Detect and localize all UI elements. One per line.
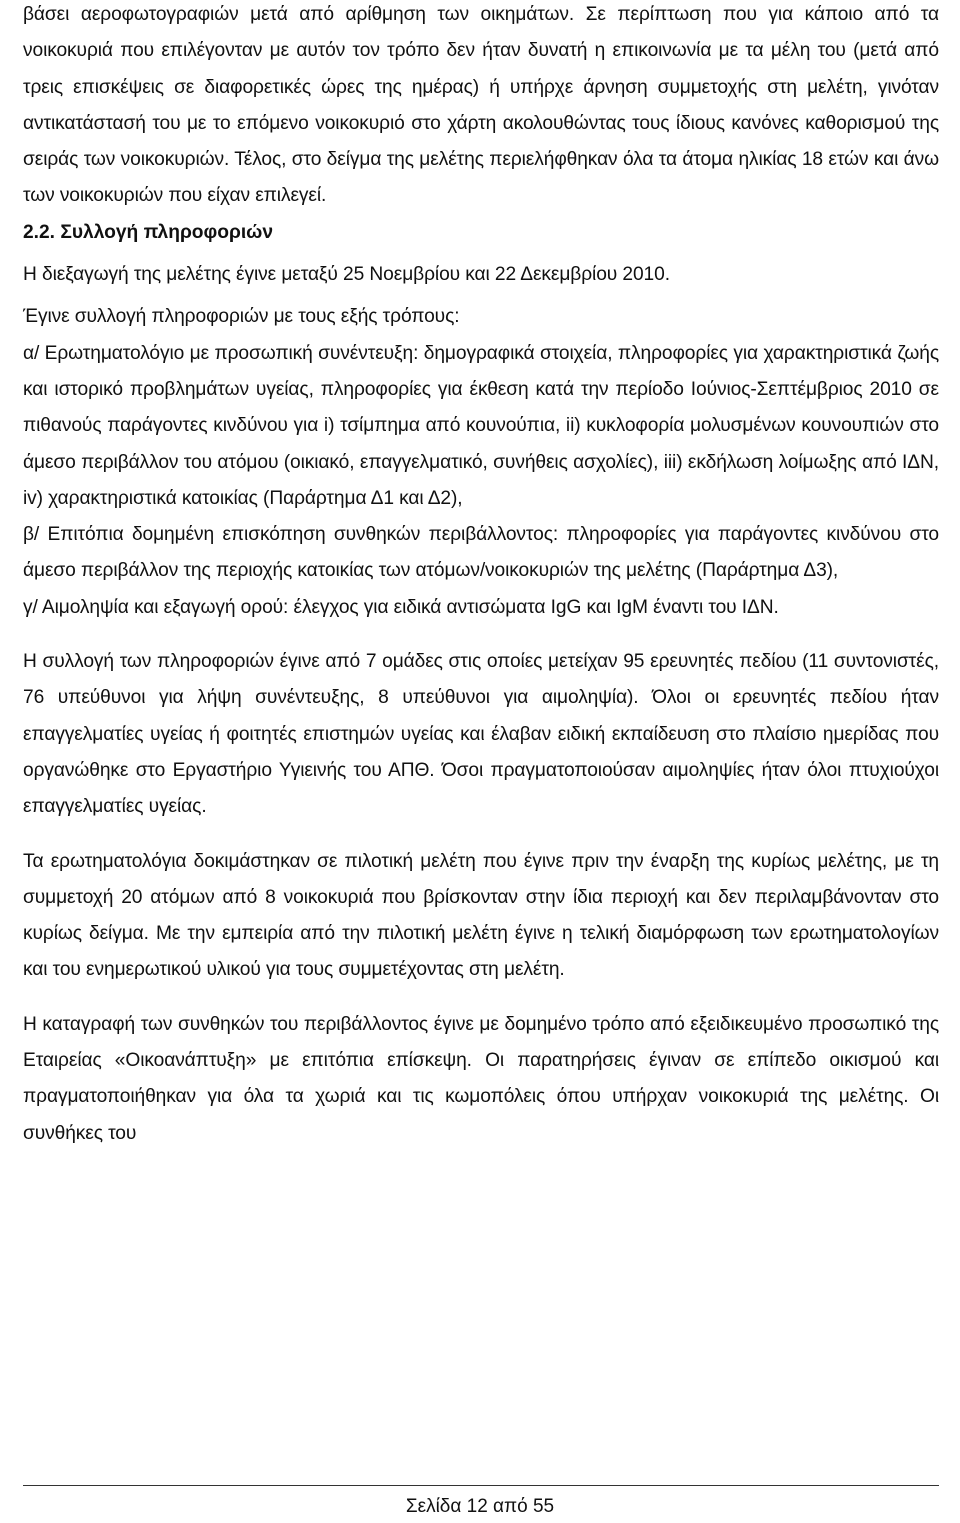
paragraph-field-teams: Η συλλογή των πληροφοριών έγινε από 7 ομάδες στις οποίες μετείχαν 95 ερευνητές πεδίου (11 συντονιστές, 76 υπεύθυνοι για λήψη συνέντευξης, 8 υπεύθυνοι για αιμοληψία). Όλοι οι ερευνητές πεδίου ήταν επαγγελματίες υγείας ή φοιτητές επιστημών υγείας και έλαβαν ειδική εκπαίδευση στο πλαίσιο ημερίδας που οργανώθηκε στο Εργαστήριο Υγιεινής του ΑΠΘ. Όσοι πραγματοποιούσαν αιμοληψίες ήταν όλοι πτυχιούχοι επαγγελματίες υγείας. [23, 651, 939, 818]
section-heading: 2.2. Συλλογή πληροφοριών [23, 221, 274, 243]
paragraph-environment-recording: Η καταγραφή των συνθηκών του περιβάλλοντος έγινε με δομημένο τρόπο από εξειδικευμένο προσωπικό της Εταιρείας «Οικοανάπτυξη» με επιτόπια επίσκεψη. Οι παρατηρήσεις έγιναν σε επίπεδο οικισμού και πραγματοποιήθηκαν για όλα τα χωριά και τις κωμοπόλεις όπου υπήρχαν νοικοκυριά της μελέτης. Οι συνθήκες του [23, 1013, 939, 1144]
list-item-questionnaire: α/ Ερωτηματολόγιο με προσωπική συνέντευξη: δημογραφικά στοιχεία, πληροφορίες για χαρακτηριστικά ζωής και ιστορικό προβλημάτων υγείας, πληροφορίες για έκθεση κατά την περίοδο Ιούνιος-Σεπτέμβριος 2010 σε πιθανούς παράγοντες κινδύνου για i) τσίμπημα από κουνούπια, ii) κυκλοφορία μολυσμένων κουνουπιών στο άμεσο περιβάλλον του ατόμου (οικιακό, επαγγελματικό, συνήθεις ασχολίες), iii) εκδήλωση λοίμωξης από ΙΔΝ, iv) χαρακτηριστικά κατοικίας (Παράρτημα Δ1 και Δ2), [23, 342, 939, 509]
page-number: Σελίδα 12 από 55 [405, 1496, 555, 1517]
paragraph-study-period: Η διεξαγωγή της μελέτης έγινε μεταξύ 25 Νοεμβρίου και 22 Δεκεμβρίου 2010. [23, 264, 670, 286]
list-item-blood-sampling: γ/ Αιμοληψία και εξαγωγή ορού: έλεγχος για ειδικά αντισώματα IgG και IgM έναντι του ΙΔΝ. [23, 596, 779, 618]
paragraph-collection-methods-intro: Έγινε συλλογή πληροφοριών με τους εξής τρόπους: [23, 306, 460, 328]
list-item-environment-survey: β/ Επιτόπια δομημένη επισκόπηση συνθηκών περιβάλλοντος: πληροφορίες για παράγοντες κινδύνου στο άμεσο περιβάλλον της περιοχής κατοικίας των ατόμων/νοικοκυριών της μελέτης (Παράρτημα Δ3), [23, 524, 939, 582]
paragraph-pilot-study: Τα ερωτηματολόγια δοκιμάστηκαν σε πιλοτική μελέτη που έγινε πριν την έναρξη της κυρίως μελέτης, με τη συμμετοχή 20 ατόμων από 8 νοικοκυριά που βρίσκονταν στην ίδια περιοχή και δεν περιλαμβάνονταν στο κυρίως δείγμα. Με την εμπειρία από την πιλοτική μελέτη έγινε η τελική διαμόρφωση των ερωτηματολογίων και του ενημερωτικού υλικού για τους συμμετέχοντας στη μελέτη. [23, 850, 939, 981]
paragraph-sampling-continuation: βάσει αεροφωτογραφιών μετά από αρίθμηση των οικημάτων. Σε περίπτωση που για κάποιο από τα νοικοκυριά που επιλέγονταν με αυτόν τον τρόπο δεν ήταν δυνατή η επικοινωνία με τα μέλη του (μετά από τρεις επισκέψεις σε διαφορετικές ώρες της ημέρας) ή υπήρχε άρνηση συμμετοχής στη μελέτη, γινόταν αντικατάστασή του με το επόμενο νοικοκυριό στο χάρτη ακολουθώντας τους ίδιους κανόνες καθορισμού της σειράς των νοικοκυριών. Τέλος, στο δείγμα της μελέτης περιελήφθηκαν όλα τα άτομα ηλικίας 18 ετών και άνω των νοικοκυριών που είχαν επιλεγεί. [23, 4, 939, 207]
footer-divider [23, 1485, 939, 1486]
document-body [23, 0, 939, 1152]
